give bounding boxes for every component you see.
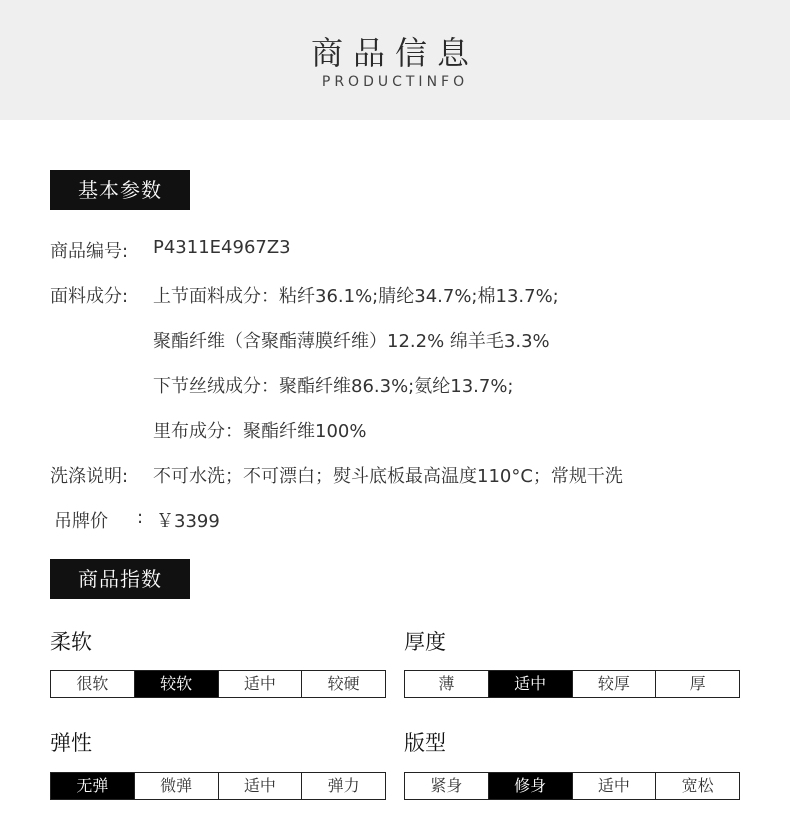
price-label: 吊牌价 bbox=[54, 511, 108, 532]
thickness-option: 薄 bbox=[438, 674, 455, 693]
basic-params-tag: 基本参数 bbox=[50, 170, 190, 210]
wash-label: 洗涤说明: bbox=[50, 466, 129, 487]
page-subtitle: PRODUCTINFO bbox=[321, 74, 469, 90]
fabric-line: 聚酯纤维（含聚酯薄膜纤维）12.2% 绵羊毛3.3% bbox=[153, 331, 550, 352]
product-code-row bbox=[50, 237, 128, 263]
fit-scale bbox=[404, 772, 740, 800]
softness-option: 适中 bbox=[218, 671, 302, 697]
price-colon: : bbox=[137, 507, 144, 528]
fit-title: 版型 bbox=[404, 731, 446, 755]
product-code-value: P4311E4967Z3 bbox=[153, 237, 291, 258]
thickness-option: 厚 bbox=[655, 671, 739, 697]
thickness-title: 厚度 bbox=[404, 630, 446, 654]
page-header bbox=[0, 0, 790, 120]
elasticity-option: 微弹 bbox=[134, 773, 218, 799]
elasticity-option: 弹力 bbox=[301, 773, 385, 799]
fabric-label: 面料成分: bbox=[50, 286, 129, 307]
fit-option: 紧身 bbox=[430, 776, 463, 795]
elasticity-option: 无弹 bbox=[51, 773, 134, 799]
elasticity-option: 适中 bbox=[218, 773, 302, 799]
page-title: 商品信息 bbox=[310, 34, 479, 72]
product-index-tag: 商品指数 bbox=[50, 559, 190, 599]
softness-option: 很软 bbox=[76, 674, 109, 693]
softness-option: 较硬 bbox=[301, 671, 385, 697]
softness-scale bbox=[50, 670, 386, 698]
wash-value: 不可水洗；不可漂白；熨斗底板最高温度110°C；常规干洗 bbox=[153, 466, 623, 487]
thickness-option: 适中 bbox=[488, 671, 572, 697]
fabric-line: 里布成分：聚酯纤维100% bbox=[153, 421, 367, 442]
elasticity-scale bbox=[50, 772, 386, 800]
price-value: ￥3399 bbox=[156, 511, 220, 532]
fit-option: 宽松 bbox=[655, 773, 739, 799]
softness-title: 柔软 bbox=[50, 630, 92, 654]
product-code-label: 商品编号: bbox=[50, 241, 129, 262]
fabric-line: 上节面料成分：粘纤36.1%;腈纶34.7%;棉13.7%; bbox=[153, 286, 559, 307]
fit-option: 修身 bbox=[488, 773, 572, 799]
elasticity-title: 弹性 bbox=[50, 731, 92, 755]
softness-option: 较软 bbox=[134, 671, 218, 697]
fabric-line: 下节丝绒成分：聚酯纤维86.3%;氨纶13.7%; bbox=[153, 376, 514, 397]
fit-option: 适中 bbox=[572, 773, 656, 799]
thickness-option: 较厚 bbox=[572, 671, 656, 697]
thickness-scale bbox=[404, 670, 740, 698]
